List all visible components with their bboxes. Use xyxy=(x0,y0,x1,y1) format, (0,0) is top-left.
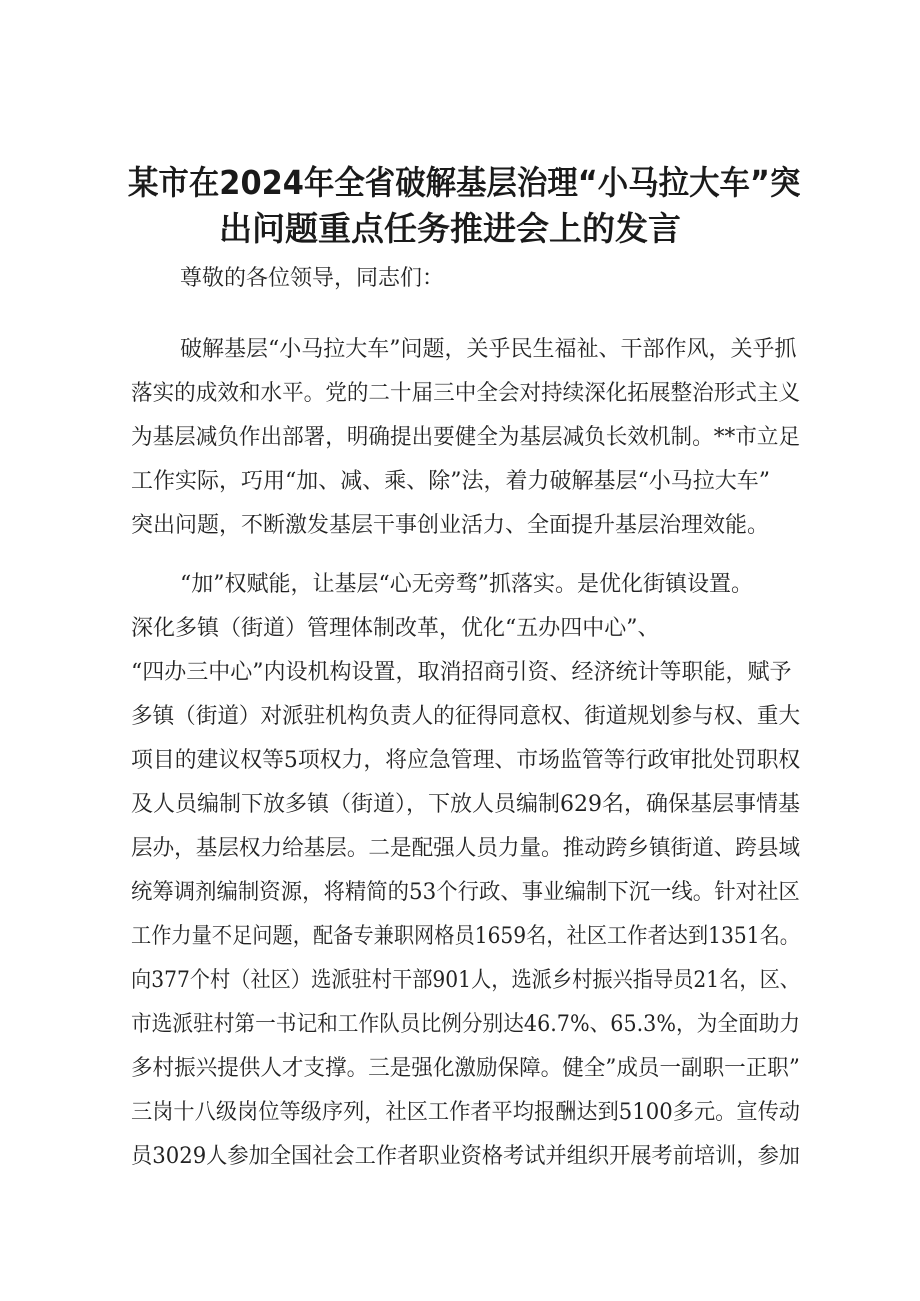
title-line-1: 某市在2024年全省破解基层治理“小马拉大车”突 xyxy=(128,163,801,202)
paragraph-2-line: 统筹调剂编制资源，将精简的53个行政、事业编制下沉一线。针对社区 xyxy=(131,880,800,905)
paragraph-2-line: 项目的建议权等5项权力，将应急管理、市场监管等行政审批处罚职权 xyxy=(131,748,801,773)
paragraph-2-line: 及人员编制下放多镇（街道），下放人员编制629名，确保基层事情基 xyxy=(131,792,800,817)
paragraph-2-line: 工作力量不足问题，配备专兼职网格员1659名，社区工作者达到1351名。 xyxy=(131,924,801,949)
paragraph-2-line: “四办三中心”内设机构设置，取消招商引资、经济统计等职能，赋予 xyxy=(131,660,792,685)
paragraph-1-line: 突出问题，不断激发基层干事创业活力、全面提升基层治理效能。 xyxy=(131,513,770,538)
paragraph-2-line: 市选派驻村第一书记和工作队员比例分别达46.7%、65.3%，为全面助力 xyxy=(131,1012,801,1037)
salutation: 尊敬的各位领导，同志们： xyxy=(180,266,445,291)
paragraph-2-line: 深化多镇（街道）管理体制改革，优化“五办四中心”、 xyxy=(131,616,660,641)
paragraph-2-line: 向377个村（社区）选派驻村干部901人，选派乡村振兴指导员21名，区、 xyxy=(131,968,801,993)
paragraph-1-line: 工作实际，巧用“加、减、乘、除”法，着力破解基层“小马拉大车” xyxy=(131,469,770,494)
paragraph-2-line: “加”权赋能，让基层“心无旁骛”抓落实。是优化街镇设置。 xyxy=(180,572,753,597)
paragraph-2-line: 员3029人参加全国社会工作者职业资格考试并组织开展考前培训，参加 xyxy=(131,1144,801,1169)
title-line-2: 出问题重点任务推进会上的发言 xyxy=(219,209,681,248)
paragraph-2-line: 层办，基层权力给基层。二是配强人员力量。推动跨乡镇街道、跨县域 xyxy=(131,836,801,861)
paragraph-2-line: 三岗十八级岗位等级序列，社区工作者平均报酬达到5100多元。宣传动 xyxy=(131,1100,801,1125)
paragraph-1-line: 破解基层“小马拉大车”问题，关乎民生福祉、干部作风，关乎抓 xyxy=(180,337,797,362)
paragraph-2-line: 多村振兴提供人才支撑。三是强化激励保障。健全”成员一副职一正职” xyxy=(131,1056,800,1081)
paragraph-1-line: 为基层减负作出部署，明确提出要健全为基层减负长效机制。**市立足 xyxy=(131,425,801,450)
paragraph-2-line: 多镇（街道）对派驻机构负责人的征得同意权、街道规划参与权、重大 xyxy=(131,704,801,729)
paragraph-1-line: 落实的成效和水平。党的二十届三中全会对持续深化拓展整治形式主义 xyxy=(131,381,801,406)
